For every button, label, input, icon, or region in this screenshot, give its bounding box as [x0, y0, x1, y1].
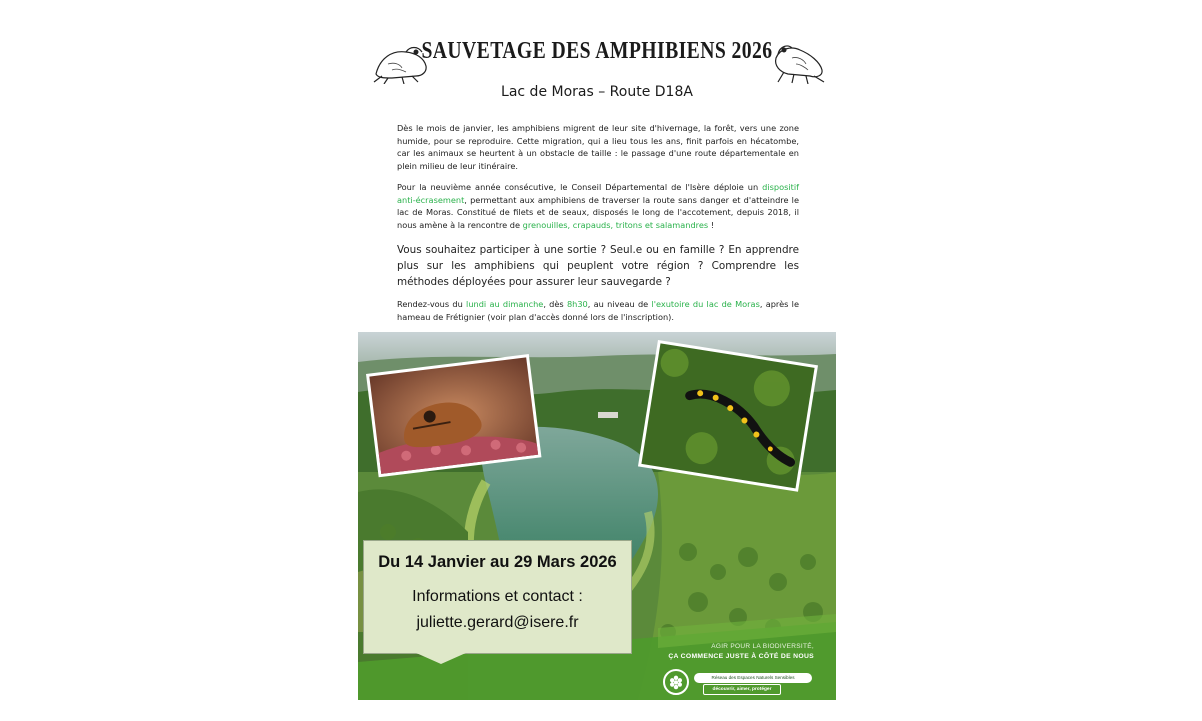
contact-label: Informations et contact :	[412, 588, 583, 605]
event-dates: Du 14 Janvier au 29 Mars 2026	[378, 553, 617, 571]
slogan-line-1: AGIR POUR LA BIODIVERSITÉ,	[711, 643, 814, 650]
network-tagline: découvrir, aimer, protéger	[703, 684, 781, 695]
location-highlight: l'exutoire du lac de Moras	[651, 299, 760, 309]
ens-network-logo-icon	[663, 669, 689, 695]
question-paragraph: Vous souhaitez participer à une sortie ? Seul.e ou en famille ? En apprendre plus sur les amphibiens qui peuplent votre région ? Comprendre les méthodes déployées pour assurer leur sauvegarde ?	[397, 244, 799, 288]
slogan-line-2: ÇA COMMENCE JUSTE À CÔTÉ DE NOUS	[668, 653, 814, 660]
network-name: Réseau des Espaces Naturels Sensibles	[694, 673, 812, 683]
device-text-3: !	[708, 219, 715, 230]
device-paragraph	[397, 181, 799, 231]
info-box-pointer	[414, 652, 468, 664]
dates-info-box	[363, 540, 632, 654]
flyer-page	[358, 28, 836, 700]
meeting-text-3: , au niveau de	[587, 299, 652, 309]
device-highlight: dispositif anti-écrasement	[397, 182, 799, 205]
frog-drawing-icon	[770, 38, 828, 84]
meeting-paragraph	[397, 298, 799, 323]
device-text-1: Pour la neuvième année consécutive, le Conseil Départemental de l'Isère déploie un	[397, 182, 763, 192]
flyer-subtitle: Lac de Moras – Route D18A	[501, 84, 693, 100]
intro-paragraph: Dès le mois de janvier, les amphibiens migrent de leur site d'hivernage, la forêt, vers une zone humide, pour se reproduire. Cette migration, qui a lieu tous les ans, finit parfois en hécatombe, car les animaux se heurtent à un obstacle de taille : le passage d'une route départementale en plein milieu de leur itinéraire.	[397, 123, 799, 171]
contact-email[interactable]: juliette.gerard@isere.fr	[416, 614, 579, 631]
meeting-text-4: , après le hameau de Frétignier (voir plan d'accès donné lors de l'inscription).	[397, 299, 799, 322]
flyer-title: SAUVETAGE DES AMPHIBIENS 2026	[421, 38, 773, 64]
device-text-2: , permettant aux amphibiens de traverser la route sans danger et d'atteindre le lac de Moras. Constitué de filets et de seaux, disposés le long de l'accotement, depuis 2018, il nous amène à la rencontre de	[397, 194, 799, 230]
time-highlight: 8h30	[566, 299, 588, 309]
species-highlight: grenouilles, crapauds, tritons et salamandres	[522, 219, 709, 230]
meeting-text-1: Rendez-vous du	[397, 299, 467, 309]
meeting-text-2: , dès	[543, 299, 567, 309]
days-highlight: lundi au dimanche	[466, 299, 544, 309]
